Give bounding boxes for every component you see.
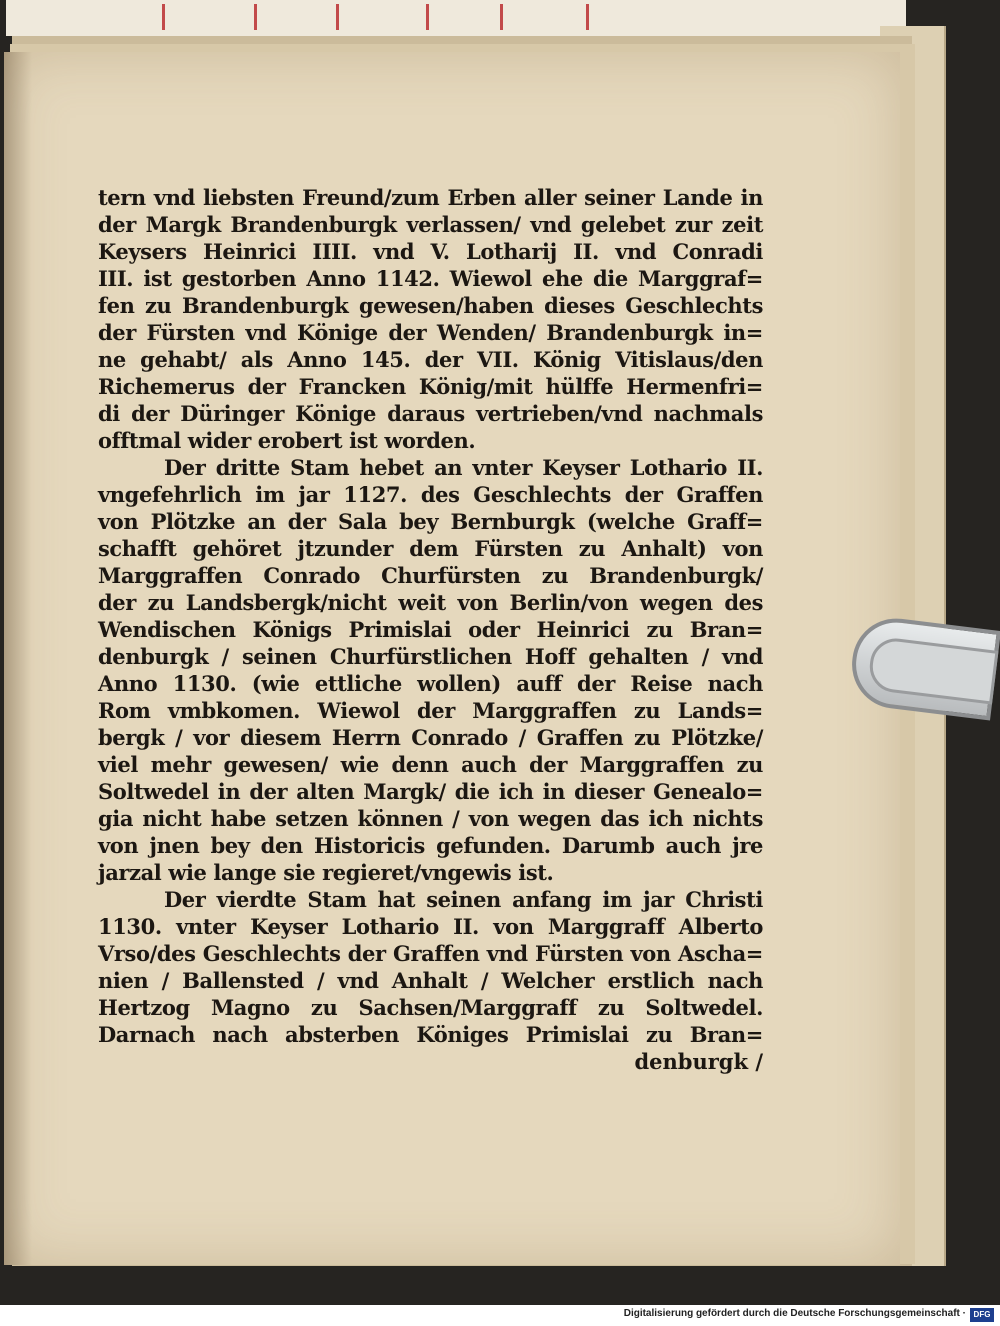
- red-ink-mark: [500, 4, 503, 30]
- text-line: Hertzog Magno zu Sachsen/Marggraff zu Soltwedel.: [98, 995, 763, 1020]
- text-line: vngefehrlich im jar 1127. des Geschlechts der Graffen: [98, 482, 763, 507]
- text-line: Der dritte Stam hebet an vnter Keyser Lothario II.: [164, 455, 763, 480]
- text-line: III. ist gestorben Anno 1142. Wiewol ehe die Marggraf=: [98, 266, 763, 291]
- text-line: Marggraffen Conrado Churfürsten zu Brandenburgk/: [98, 563, 763, 588]
- dfg-logo[interactable]: DFG: [970, 1308, 994, 1322]
- text-line: Vrso/des Geschlechts der Graffen vnd Fürsten von Ascha=: [98, 941, 763, 966]
- top-sheet: [6, 0, 906, 36]
- text-line: Anno 1130. (wie ettliche wollen) auff der Reise nach: [98, 671, 763, 696]
- text-line: Der vierdte Stam hat seinen anfang im jar Christi: [164, 887, 763, 912]
- text-line: Keysers Heinrici IIII. vnd V. Lotharij II. vnd Conradi: [98, 239, 763, 264]
- text-line: Wendischen Königs Primislai oder Heinrici zu Bran=: [98, 617, 763, 642]
- red-ink-mark: [586, 4, 589, 30]
- red-ink-mark: [254, 4, 257, 30]
- text-line: offtmal wider erobert ist worden.: [98, 428, 476, 453]
- text-line: fen zu Brandenburgk gewesen/haben dieses Geschlechts: [98, 293, 763, 318]
- text-line: der zu Landsbergk/nicht weit von Berlin/von wegen des: [98, 590, 763, 615]
- text-line: jarzal wie lange sie regieret/vngewis ist.: [98, 860, 554, 885]
- text-line: der Fürsten vnd Könige der Wenden/ Brandenburgk in=: [98, 320, 763, 345]
- text-line: gia nicht habe setzen können / von wegen das ich nichts: [98, 806, 763, 831]
- red-ink-mark: [336, 4, 339, 30]
- text-line: di der Düringer Könige daraus vertrieben/vnd nachmals: [98, 401, 763, 426]
- text-line: der Margk Brandenburgk verlassen/ vnd gelebet zur zeit: [98, 212, 763, 237]
- text-line: Darnach nach absterben Königes Primislai zu Bran=: [98, 1022, 763, 1047]
- red-ink-mark: [162, 4, 165, 30]
- paper-clip-inner-loop: [867, 636, 999, 705]
- text-line: ne gehabt/ als Anno 145. der VII. König Vitislaus/den: [98, 347, 763, 372]
- text-line: Soltwedel in der alten Margk/ die ich in dieser Genealo=: [98, 779, 763, 804]
- text-line: Rom vmbkomen. Wiewol der Marggraffen zu Lands=: [98, 698, 763, 723]
- funding-credit: Digitalisierung gefördert durch die Deutsche Forschungsgemeinschaft ·: [623, 1308, 966, 1319]
- text-line: tern vnd liebsten Freund/zum Erben aller seiner Lande in: [98, 185, 763, 210]
- text-line: Richemerus der Francken König/mit hülffe Hermenfri=: [98, 374, 763, 399]
- text-line: schafft gehöret jtzunder dem Fürsten zu Anhalt) von: [98, 536, 763, 561]
- red-ink-mark: [426, 4, 429, 30]
- text-line: nien / Ballensted / vnd Anhalt / Welcher erstlich nach: [98, 968, 763, 993]
- book-page: [4, 52, 900, 1265]
- text-line: bergk / vor diesem Herrn Conrado / Graffen zu Plötzke/: [98, 725, 763, 750]
- text-line: von Plötzke an der Sala bey Bernburgk (welche Graff=: [98, 509, 763, 534]
- footer-bar: [0, 1305, 1000, 1326]
- page-text: [98, 184, 763, 1075]
- text-line: viel mehr gewesen/ wie denn auch der Marggraffen zu: [98, 752, 763, 777]
- text-line: denburgk / seinen Churfürstlichen Hoff gehalten / vnd: [98, 644, 763, 669]
- text-line: 1130. vnter Keyser Lothario II. von Marggraff Alberto: [98, 914, 763, 939]
- text-line: von jnen bey den Historicis gefunden. Darumb auch jre: [98, 833, 763, 858]
- spine-shadow: [4, 52, 32, 1265]
- catchword: denburgk /: [634, 1049, 763, 1074]
